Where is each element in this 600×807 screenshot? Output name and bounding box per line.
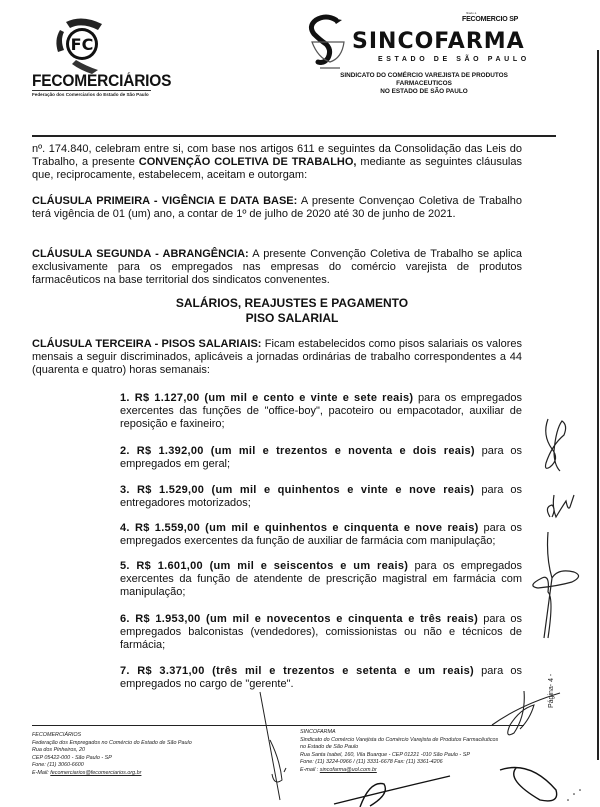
salary-item — [120, 613, 522, 653]
clause-segunda — [32, 248, 522, 288]
salary-item — [120, 484, 522, 510]
sincofarma-description — [314, 72, 534, 96]
signature-3 — [518, 528, 588, 648]
footer-phone: Fone: (11) 3224-0966 / (11) 3331-6678 Fax: (11) 3361-4206 — [300, 759, 443, 766]
footer-org-full-name: Federação dos Empregados no Comércio do Estado de São Paulo — [32, 739, 192, 746]
intro-text-end: mediante as seguintes cláusulas que, reciprocamente, estabelecem, aceitam e outorgam: — [32, 156, 522, 182]
initials-signature-1 — [530, 415, 580, 475]
footer-org: FECOMERCIÁRIOS — [32, 732, 82, 738]
footer-org: SINCOFARMA — [300, 729, 336, 735]
footer-address: Rua dos Pinheiros, 20 — [32, 747, 86, 754]
salary-value: 3. R$ 1.529,00 (um mil e quinhentos e vinte e nove reais) — [120, 484, 475, 496]
footer-divider — [32, 725, 524, 726]
salary-value: 1. R$ 1.127,00 (um mil e cento e vinte e sete reais) — [120, 392, 414, 404]
footer-email-link[interactable]: fecomerciarios@fecomerciarios.org.br — [50, 769, 142, 776]
section-subheading: PISO SALARIAL — [245, 311, 339, 325]
salary-item — [120, 522, 522, 548]
footer-org-full-name: Sindicato do Comércio Varejista do Comércio Varejista de Produtos Farmacêuticos — [300, 736, 499, 743]
sincofarma-state: ESTADO DE SÃO PAULO — [378, 56, 530, 63]
clause-title: CLÁUSULA TERCEIRA - PISOS SALARIAIS: — [32, 338, 262, 350]
fc-emblem-icon — [46, 16, 110, 76]
footer-email-line — [32, 770, 192, 778]
salary-value: 6. R$ 1.953,00 (um mil e novecentos e cinquenta e três reais) — [120, 613, 479, 625]
salary-item — [120, 392, 522, 432]
intro-text: nº. 174.840, celebram entre si, com base nos artigos 611 e seguintes da Consolidação das Leis do Trabalho, a presente — [32, 143, 522, 169]
salary-value: 7. R$ 3.371,00 (três mil e trezentos e setenta e um reais) — [120, 665, 474, 677]
footer-email-label: E-mail : — [300, 766, 320, 773]
clause-title: CLÁUSULA PRIMEIRA - VIGÊNCIA E DATA BASE: — [32, 195, 298, 207]
footer-right-sincofarma — [300, 729, 498, 775]
svg-text:FC: FC — [70, 35, 94, 54]
logo-underline — [32, 90, 151, 91]
salary-description: para os empregados no cargo de "gerente". — [120, 665, 522, 691]
salary-description: para os entregadores motorizados; — [120, 484, 522, 510]
clause-text: A presente Convençao Coletiva de Trabalho terá vigência de 01 (um) ano, a contar de 1º de julho de 2020 até 30 de junho de 2021. — [32, 195, 522, 221]
salary-description: para os empregados balconistas (vendedores), comissionistas ou não e técnicos de farmácia; — [120, 613, 523, 652]
salary-description: para os empregados em geral; — [120, 445, 522, 471]
header-divider — [32, 135, 556, 137]
section-heading: SALÁRIOS, REAJUSTES E PAGAMENTO — [175, 296, 409, 310]
clause-title: CLÁUSULA SEGUNDA - ABRANGÊNCIA: — [32, 248, 249, 260]
clause-text: A presente Convenção Coletiva de Trabalho se aplica exclusivamente para os empregados nas empresas do comércio varejista de produtos farmacêuticos na base territorial dos sindicatos convenentes. — [32, 248, 522, 287]
sincofarma-logo-name: SINCOFARMA — [352, 29, 525, 54]
fecomerciarios-logo-subtitle: Federação dos Comerciarios do Estado de São Paulo — [32, 92, 149, 97]
footer-email-label: E-Mail: — [32, 769, 51, 776]
footer-phone: Fone: (11) 3060-6600 — [32, 762, 84, 769]
footer-cep: CEP 05422-000 - São Paulo - SP — [32, 754, 112, 761]
salary-value: 4. R$ 1.559,00 (um mil e quinhentos e cinquenta e nove reais) — [120, 522, 479, 534]
fecomercio-affiliation: FECOMERCIO SP — [462, 16, 519, 23]
scan-border-line — [597, 50, 599, 760]
footer-state: no Estado de São Paulo — [300, 744, 359, 751]
fecomerciarios-logo-name: FECOMERCIÁRIOS — [32, 72, 172, 91]
salary-description: para os empregados exercentes da função de atendente de prescrição magistral em farmácia com manipulação; — [120, 560, 522, 599]
intro-bold: CONVENÇÃO COLETIVA DE TRABALHO, — [138, 156, 357, 169]
initials-signature-2 — [540, 487, 580, 527]
affiliation-tag: filiado à — [466, 11, 477, 15]
clause-text: Ficam estabelecidos como pisos salariais os valores mensais a seguir discriminados, aplicáveis a jornadas ordinárias de trabalho correspondentes a 44 (quarenta e quatro) horas semanais: — [32, 338, 523, 377]
signature-4 — [490, 685, 570, 745]
salary-description: para os empregados exercentes da função de auxiliar de farmácia com manipulação; — [120, 522, 522, 548]
salary-value: 2. R$ 1.392,00 (um mil e trezentos e noventa e dois reais) — [120, 445, 475, 457]
salary-item — [120, 665, 522, 691]
sincofarma-description-line1: SINDICATO DO COMÉRCIO VAREJISTA DE PRODUTOS FARMACEUTICOS — [340, 72, 508, 87]
footer-address: Rua Santa Isabel, 160, Vila Buarque - CEP 01221 -010 São Paulo - SP — [300, 751, 470, 758]
intro-paragraph — [32, 143, 522, 183]
salary-item — [120, 445, 522, 471]
clause-primeira — [32, 195, 522, 221]
salary-value: 5. R$ 1.601,00 (um mil e seiscentos e um reais) — [120, 560, 409, 572]
footer-email-line — [300, 767, 498, 775]
sincofarma-snake-cup-icon — [306, 14, 350, 74]
salary-description: para os empregados exercentes das funções de "office-boy", pacoteiro ou empacotador, auxiliar de reposição e faxineiro; — [120, 392, 523, 431]
footer-left-fecomerciarios — [32, 732, 192, 778]
sincofarma-description-line2: NO ESTADO DE SÃO PAULO — [380, 88, 468, 95]
clause-terceira — [32, 338, 522, 378]
page-number: Página- 4 - — [548, 673, 555, 708]
salary-item — [120, 560, 522, 600]
footer-email-link[interactable]: sincofarma@uol.com.br — [319, 766, 377, 773]
